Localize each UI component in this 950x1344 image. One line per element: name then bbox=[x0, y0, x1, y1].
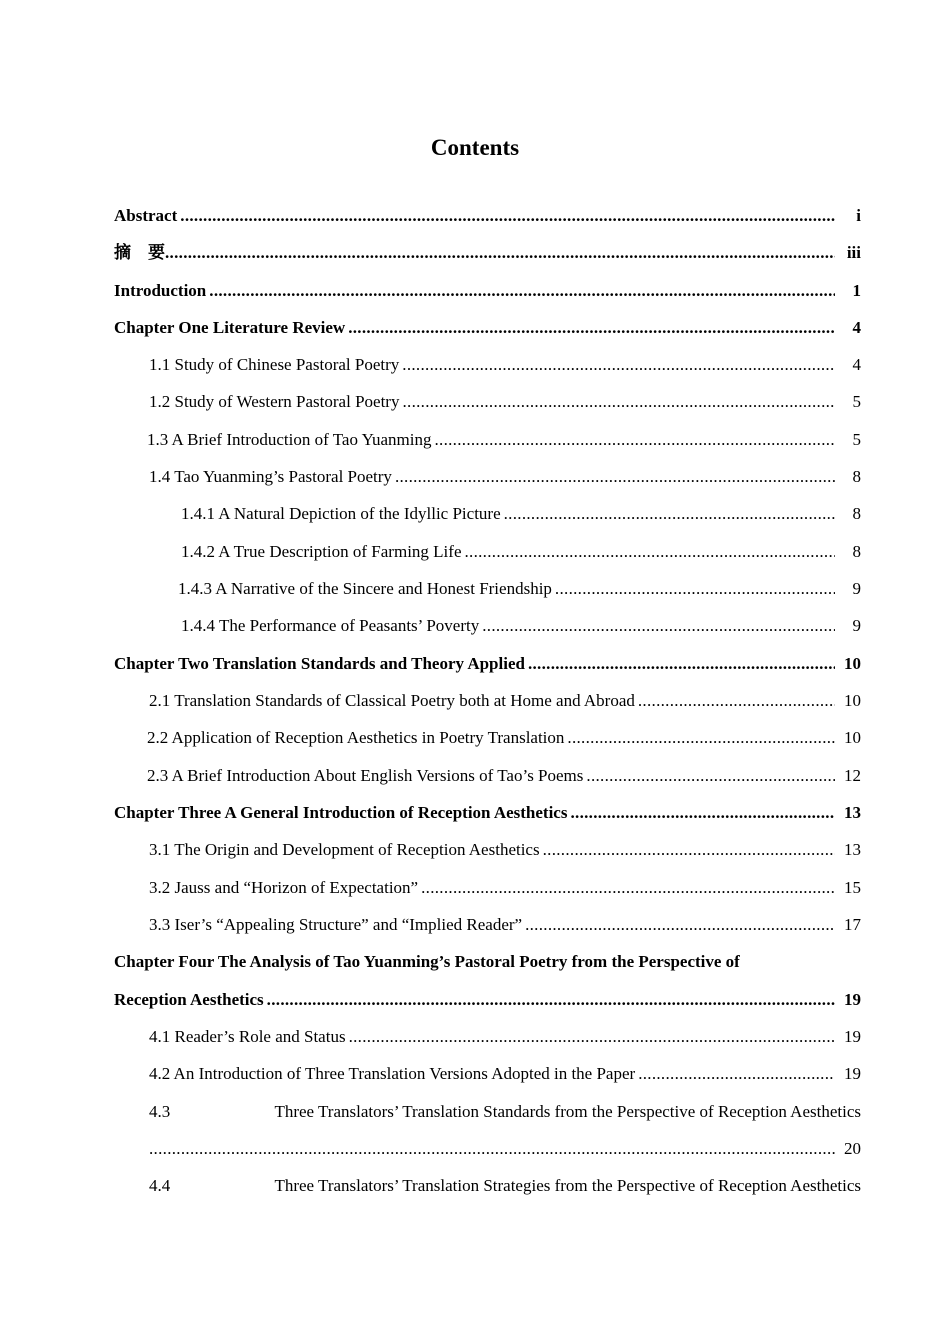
toc-entry-label: Chapter One Literature Review bbox=[114, 318, 346, 337]
toc-entry-page: 13 bbox=[844, 803, 861, 822]
toc-entry-page: 20 bbox=[844, 1139, 861, 1158]
toc-entry-page: 8 bbox=[852, 504, 861, 523]
dot-leader bbox=[638, 689, 835, 713]
toc-entry-page: i bbox=[856, 206, 861, 225]
toc-entry-page: 10 bbox=[844, 654, 861, 673]
dot-leader bbox=[504, 502, 835, 526]
toc-entry-1-4-4[interactable] bbox=[181, 614, 861, 638]
toc-entry-label: Three Translators’ Translation Standards from the Perspective of Reception Aesthetics bbox=[274, 1102, 861, 1121]
dot-leader bbox=[395, 465, 835, 489]
toc-entry-page: 17 bbox=[844, 915, 861, 934]
dot-leader bbox=[464, 540, 835, 564]
dot-leader bbox=[555, 577, 835, 601]
dot-leader bbox=[180, 204, 835, 228]
toc-entry-page: 5 bbox=[852, 430, 861, 449]
toc-entry-chapter-three[interactable] bbox=[114, 801, 861, 825]
toc-entry-label: Abstract bbox=[114, 206, 178, 225]
toc-entry-page: 4 bbox=[852, 318, 861, 337]
toc-entry-label: 2.2 Application of Reception Aesthetics in Poetry Translation bbox=[147, 728, 565, 747]
toc-entry-label: 1.4 Tao Yuanming’s Pastoral Poetry bbox=[149, 467, 392, 486]
toc-entry-abstract[interactable] bbox=[114, 204, 861, 228]
toc-entry-chapter-four[interactable] bbox=[114, 988, 861, 1012]
dot-leader bbox=[348, 316, 835, 340]
toc-entry-label: 1.2 Study of Western Pastoral Poetry bbox=[149, 392, 400, 411]
toc-entry-2-2[interactable] bbox=[147, 726, 861, 750]
toc-entry-label: 1.4.3 A Narrative of the Sincere and Honest Friendship bbox=[178, 579, 552, 598]
toc-entry-page: 5 bbox=[852, 392, 861, 411]
toc-entry-label: 1.3 A Brief Introduction of Tao Yuanming bbox=[147, 430, 432, 449]
toc-entry-page: 19 bbox=[844, 1064, 861, 1083]
dot-leader bbox=[482, 614, 835, 638]
toc-entry-1-4-3[interactable] bbox=[178, 577, 861, 601]
dot-leader bbox=[528, 652, 835, 676]
toc-entry-page: 4 bbox=[852, 355, 861, 374]
toc-entry-number: 4.3 bbox=[149, 1102, 171, 1121]
toc-entry-page: 8 bbox=[852, 542, 861, 561]
toc-entry-page: 15 bbox=[844, 878, 861, 897]
toc-entry-1-2[interactable] bbox=[149, 390, 861, 414]
toc-entry-page: 1 bbox=[852, 281, 861, 300]
toc-entry-1-1[interactable] bbox=[149, 353, 861, 377]
toc-entry-1-3[interactable] bbox=[147, 428, 861, 452]
dot-leader bbox=[421, 876, 835, 900]
toc-entry-label: Chapter Three A General Introduction of Reception Aesthetics bbox=[114, 803, 568, 822]
dot-leader bbox=[402, 390, 835, 414]
toc-entry-label: Chapter Two Translation Standards and Theory Applied bbox=[114, 654, 525, 673]
toc-entry-1-4-1[interactable] bbox=[181, 502, 861, 526]
toc-entry-page: 13 bbox=[844, 840, 861, 859]
toc-entry-4-3[interactable] bbox=[149, 1137, 861, 1161]
dot-leader bbox=[570, 801, 835, 825]
dot-leader bbox=[525, 913, 835, 937]
toc-entry-label: 3.2 Jauss and “Horizon of Expectation” bbox=[149, 878, 419, 897]
toc-entry-label: 1.4.1 A Natural Depiction of the Idyllic Picture bbox=[181, 504, 501, 523]
toc-entry-page: 12 bbox=[844, 766, 861, 785]
dot-leader bbox=[209, 279, 835, 303]
toc-entry-1-4[interactable] bbox=[149, 465, 861, 489]
toc-entry-number: 4.4 bbox=[149, 1176, 171, 1195]
toc-entry-page: 9 bbox=[852, 579, 861, 598]
toc-entry-4-2[interactable] bbox=[149, 1062, 861, 1086]
dot-leader bbox=[638, 1062, 835, 1086]
toc-entry-chapter-one[interactable] bbox=[114, 316, 861, 340]
toc-entry-3-2[interactable] bbox=[149, 876, 861, 900]
toc-entry-page: 19 bbox=[844, 1027, 861, 1046]
dot-leader bbox=[165, 241, 835, 265]
toc-entry-label: 3.3 Iser’s “Appealing Structure” and “Implied Reader” bbox=[149, 915, 523, 934]
toc-entry-3-1[interactable] bbox=[149, 838, 861, 862]
toc-entry-2-1[interactable] bbox=[149, 689, 861, 713]
dot-leader bbox=[267, 988, 835, 1012]
toc-entry-page: 8 bbox=[852, 467, 861, 486]
toc-entry-label: Three Translators’ Translation Strategies from the Perspective of Reception Aesthetics bbox=[274, 1176, 861, 1195]
toc-entry-page: 9 bbox=[852, 616, 861, 635]
toc-entry-4-1[interactable] bbox=[149, 1025, 861, 1049]
page-title: Contents bbox=[430, 135, 520, 160]
toc-entry-page: 19 bbox=[844, 990, 861, 1009]
toc-entry-label: 4.2 An Introduction of Three Translation Versions Adopted in the Paper bbox=[149, 1064, 636, 1083]
toc-entry-label: 4.1 Reader’s Role and Status bbox=[149, 1027, 346, 1046]
toc-entry-chapter-four-line1[interactable]: Chapter Four The Analysis of Tao Yuanming’s Pastoral Poetry from the Perspective of bbox=[114, 952, 740, 971]
toc-entry-label: 1.1 Study of Chinese Pastoral Poetry bbox=[149, 355, 400, 374]
dot-leader bbox=[349, 1025, 835, 1049]
dot-leader bbox=[402, 353, 835, 377]
toc-entry-1-4-2[interactable] bbox=[181, 540, 861, 564]
toc-entry-label: 2.3 A Brief Introduction About English Versions of Tao’s Poems bbox=[147, 766, 584, 785]
toc-entry-page: 10 bbox=[844, 728, 861, 747]
dot-leader bbox=[586, 764, 835, 788]
toc-entry-introduction[interactable] bbox=[114, 279, 861, 303]
toc-entry-page: 10 bbox=[844, 691, 861, 710]
toc-entry-3-3[interactable] bbox=[149, 913, 861, 937]
toc-entry-chapter-two[interactable] bbox=[114, 652, 861, 676]
dot-leader bbox=[543, 838, 835, 862]
toc-entry-label: 摘 要 bbox=[114, 243, 165, 262]
toc-entry-2-3[interactable] bbox=[147, 764, 861, 788]
toc-entry-label: Reception Aesthetics bbox=[114, 990, 264, 1009]
toc-entry-label: 1.4.2 A True Description of Farming Life bbox=[181, 542, 462, 561]
toc-entry-label: 3.1 The Origin and Development of Reception Aesthetics bbox=[149, 840, 540, 859]
toc-entry-page: iii bbox=[846, 243, 861, 262]
toc-entry-4-4-line1[interactable] bbox=[149, 1174, 861, 1198]
dot-leader bbox=[434, 428, 835, 452]
toc-entry-label: 1.4.4 The Performance of Peasants’ Poverty bbox=[181, 616, 480, 635]
dot-leader bbox=[149, 1137, 835, 1161]
toc-entry-label: Introduction bbox=[114, 281, 207, 300]
dot-leader bbox=[567, 726, 835, 750]
toc-entry-4-3-line1[interactable] bbox=[149, 1100, 861, 1124]
toc-entry-chinese-abstract[interactable] bbox=[114, 241, 861, 265]
toc-entry-label: 2.1 Translation Standards of Classical Poetry both at Home and Abroad bbox=[149, 691, 635, 710]
